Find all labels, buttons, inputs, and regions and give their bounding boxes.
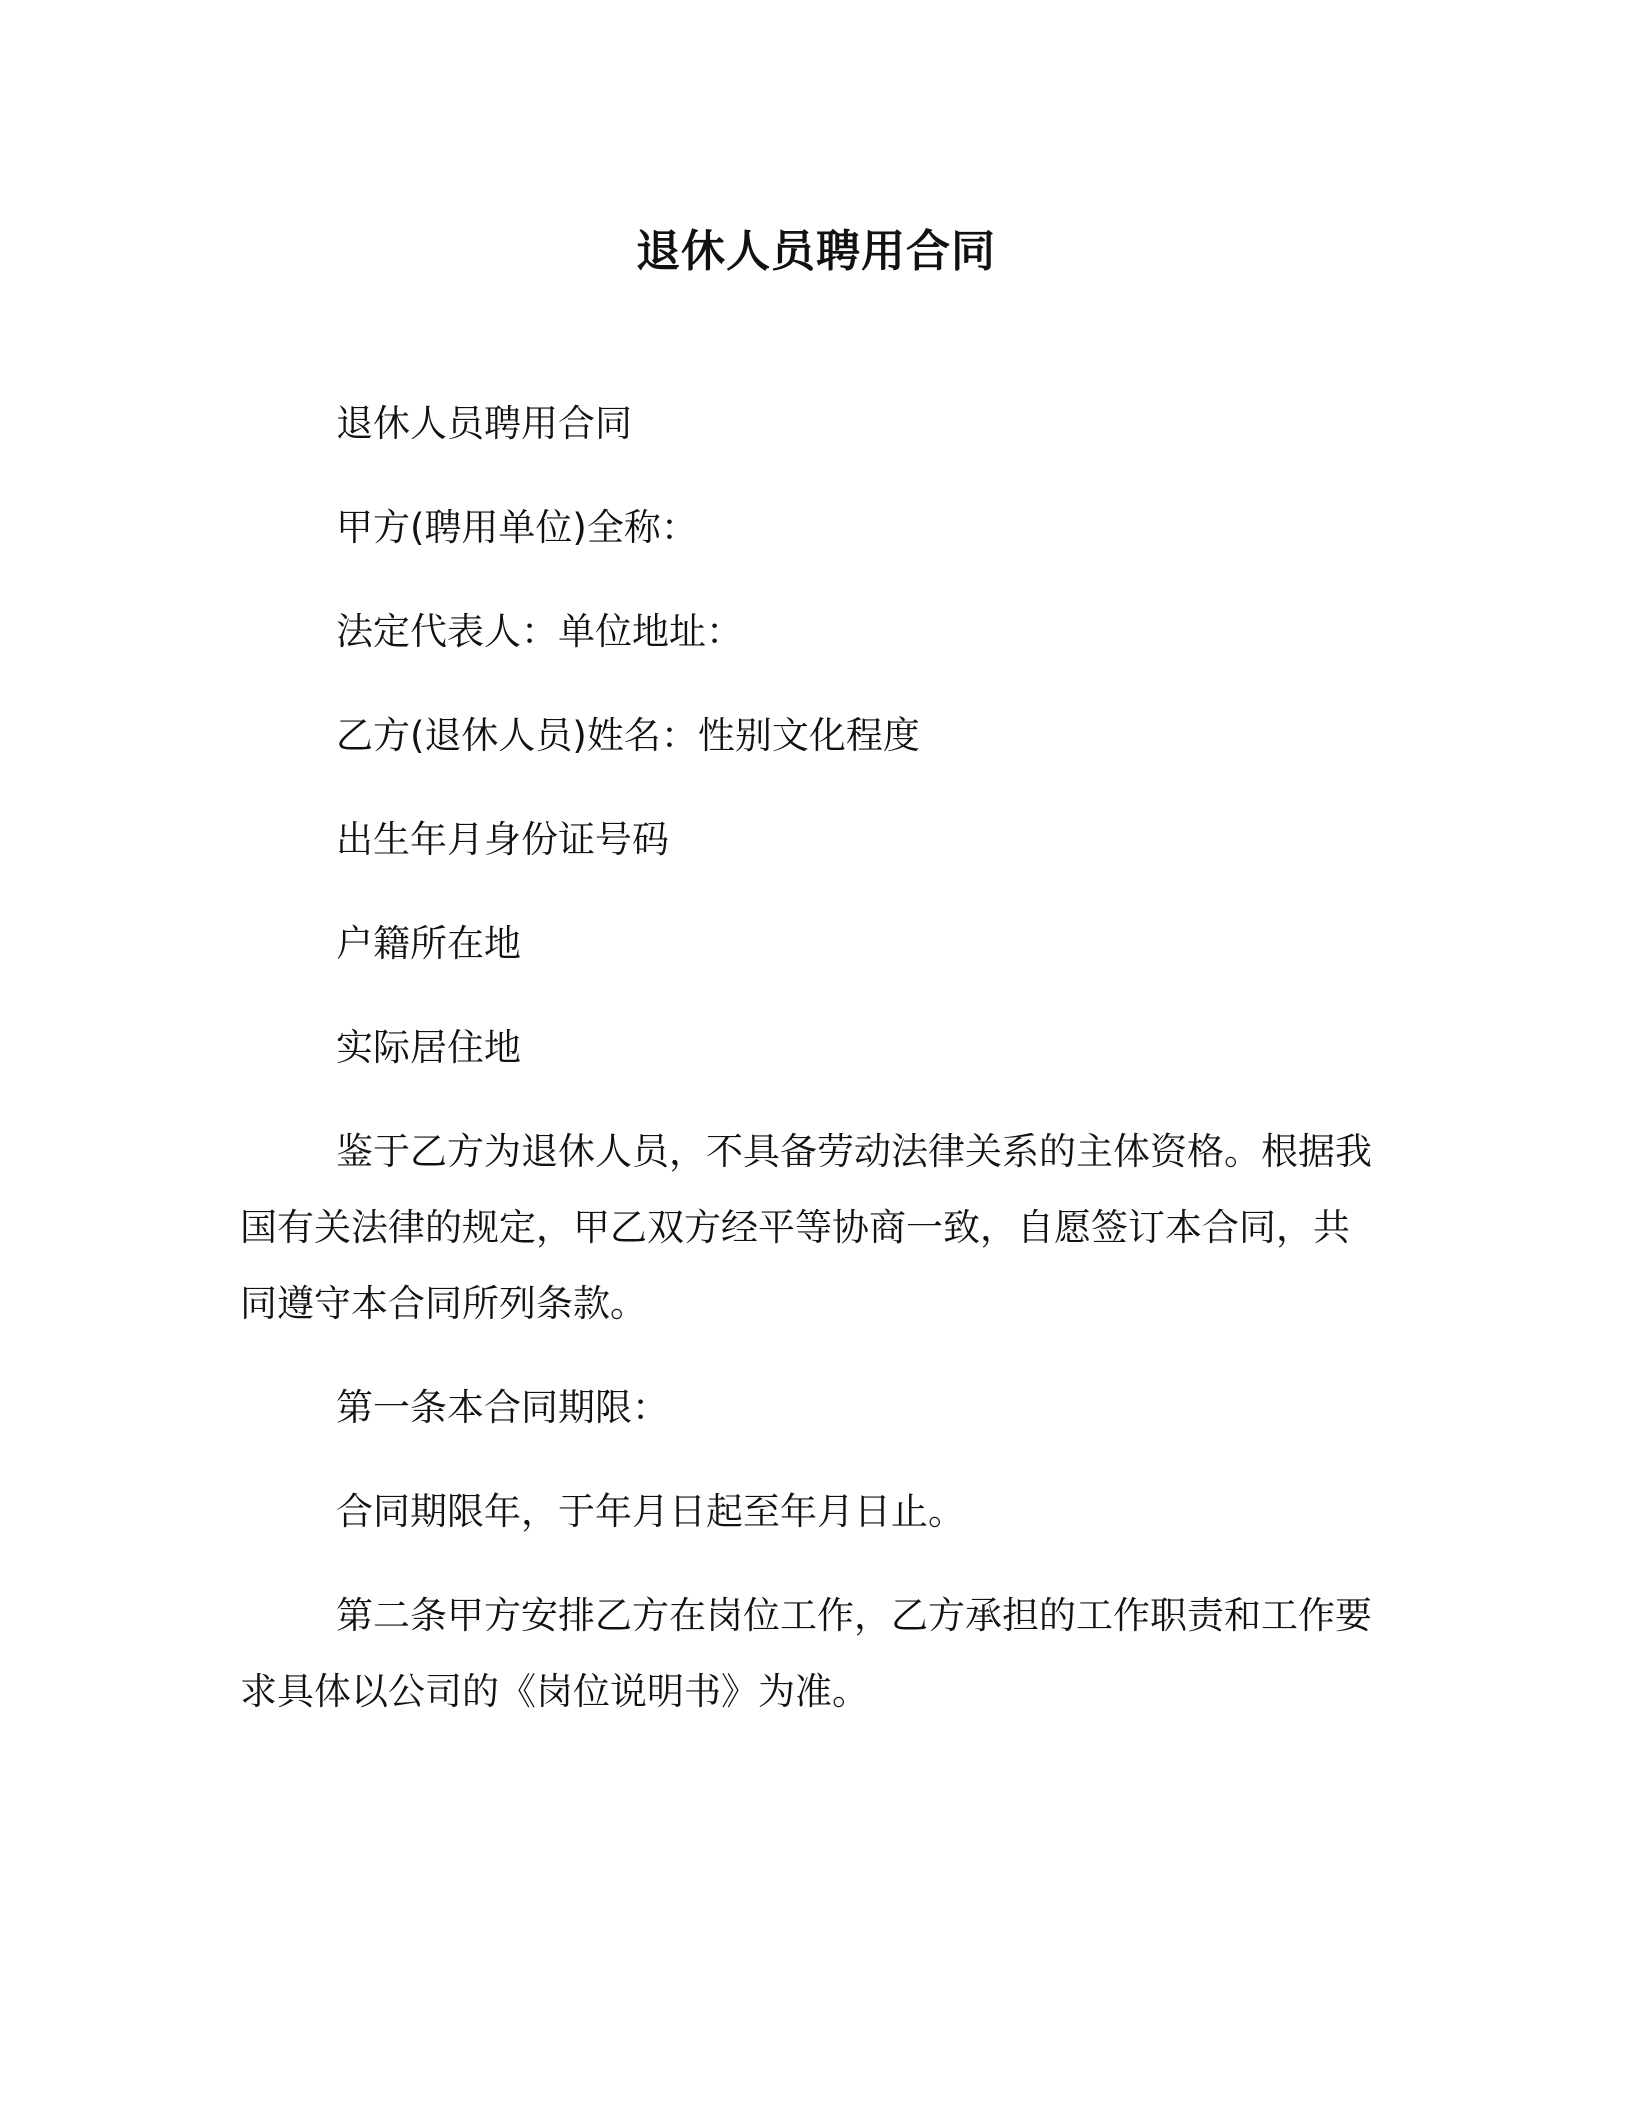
paragraph-article-1: 第一条本合同期限： [336,1386,669,1429]
paragraph-party-b: 乙方(退休人员)姓名：性别文化程度 [336,714,920,757]
paragraph-preamble: 鉴于乙方为退休人员，不具备劳动法律关系的主体资格。根据我国有关法律的规定，甲乙双方经平等协商一致，自愿签订本合同，共同遵守本合同所列条款。 [240,1130,1372,1325]
paragraph-article-2: 第二条甲方安排乙方在岗位工作，乙方承担的工作职责和工作要求具体以公司的《岗位说明书》为准。 [240,1594,1372,1713]
document-title: 退休人员聘用合同 [636,226,996,277]
paragraph-birth-id: 出生年月身份证号码 [336,818,669,861]
paragraph-residence: 实际居住地 [336,1026,521,1069]
paragraph-heading: 退休人员聘用合同 [336,402,632,445]
document-body [240,386,1380,1758]
paragraph-legal-rep: 法定代表人：单位地址： [336,610,743,653]
paragraph-party-a: 甲方(聘用单位)全称： [336,506,698,549]
paragraph-household: 户籍所在地 [336,922,521,965]
paragraph-term: 合同期限年，于年月日起至年月日止。 [336,1490,965,1533]
